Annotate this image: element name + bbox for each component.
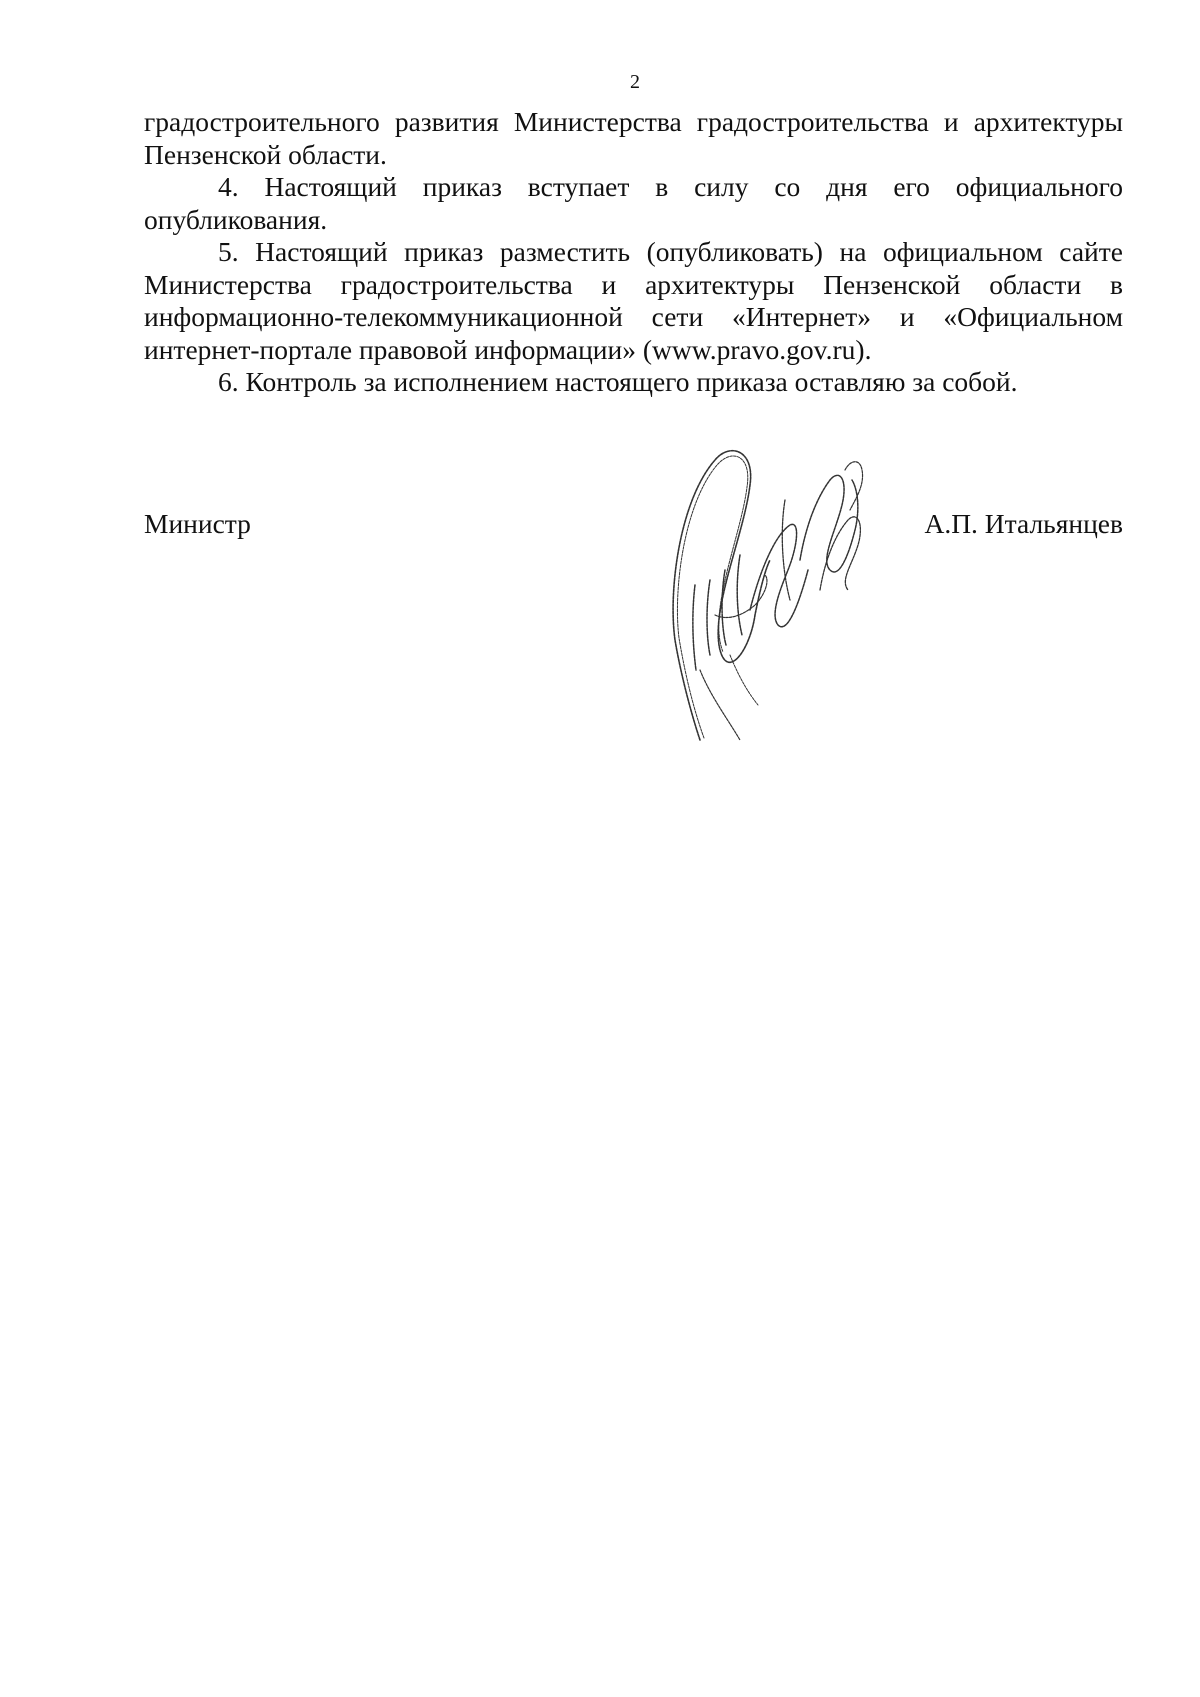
paragraph-continuation: градостроительного развития Министерства градостроительства и архитектуры Пензенской области. — [144, 106, 1123, 170]
handwritten-signature — [670, 440, 900, 750]
signature-icon — [670, 440, 900, 750]
document-body — [144, 106, 1123, 399]
page-number: 2 — [630, 71, 640, 93]
signatory-name: А.П. Итальянцев — [924, 508, 1123, 539]
paragraph-item-4: 4. Настоящий приказ вступает в силу со дня его официального опубликования. — [144, 171, 1123, 235]
signature-block — [144, 508, 1123, 544]
paragraph-item-5: 5. Настоящий приказ разместить (опубликовать) на официальном сайте Министерства градостроительства и архитектуры Пензенской области в информационно-телекоммуникационной сети «Интернет» и «Официальном интернет-портале правовой информации» (www.pravo.gov.ru). — [144, 236, 1123, 365]
paragraph-item-6: 6. Контроль за исполнением настоящего приказа оставляю за собой. — [218, 366, 1018, 397]
signatory-title: Министр — [144, 508, 251, 539]
